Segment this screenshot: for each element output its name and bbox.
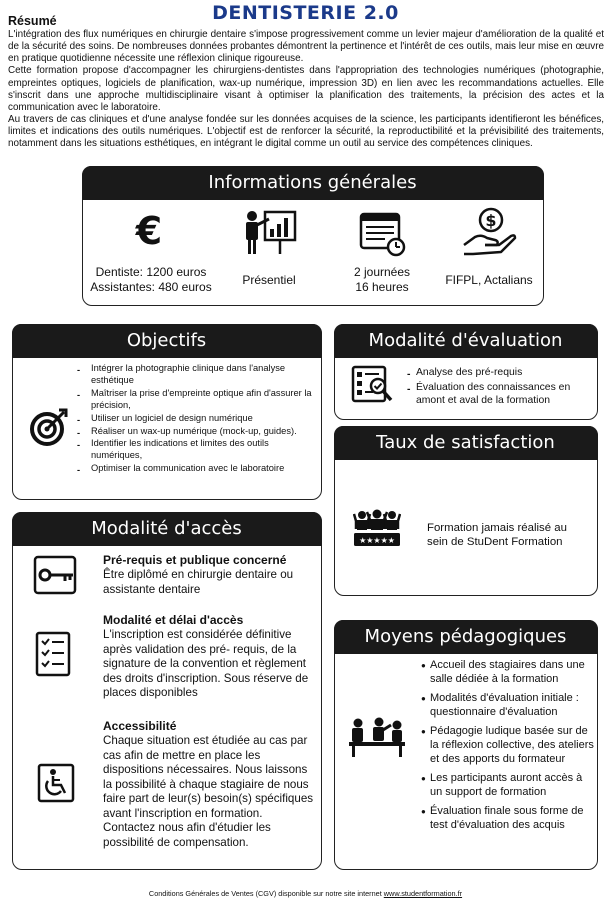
resume-paragraph: L'intégration des flux numériques en chirurgie dentaire s'impose progressivement comme un levier majeur d'amélioration de la qualité et de la sécurité des soins. De nombreuses données probantes démontrent la pertinence et l'intérêt de ces outils, mais leur mise en œuvre en pratique quotidienne nécessite une réflexion clinique rigoureuse. (8, 29, 604, 65)
prerequis-body: Être diplômé en chirurgie dentaire ou assistante dentaire (103, 568, 294, 596)
funding-info (433, 273, 545, 288)
list-item: - Optimiser la communication avec le laboratoire (75, 463, 315, 475)
evaluation-list (405, 366, 595, 409)
euro-icon (131, 211, 167, 256)
acces-heading: Modalité d'accès (12, 512, 322, 546)
evaluation-form-icon (351, 365, 395, 410)
satisfaction-heading: Taux de satisfaction (334, 426, 598, 460)
accessibility-icon (37, 763, 75, 808)
prerequis-title: Pré-requis et publique concerné (103, 553, 287, 567)
list-item: - Analyse des pré-requis (405, 366, 595, 380)
satisfaction-text (427, 521, 567, 549)
svg-text:$: $ (485, 211, 497, 230)
satisfaction-line: Formation jamais réalisé au (427, 522, 567, 534)
presenter-icon (243, 209, 297, 260)
funding-value: FIFPL, Actalians (445, 273, 533, 287)
accessibilite-body: Chaque situation est étudiée au cas par cas afin de mettre en place les dispositions nécessaires. Nous laissons la possibilité à chaque stagiaire de nous faire part de leur(s) besoin(s) spécifiques avant l'inscription en formation. Contactez nous afin d'étudier les possibilité de compensation. (103, 734, 314, 849)
objectifs-heading: Objectifs (12, 324, 322, 358)
footer (0, 889, 611, 898)
website-link[interactable]: www.studentformation.fr (383, 889, 463, 898)
moyens-card (334, 620, 598, 870)
resume-text (8, 29, 604, 151)
objectifs-card (12, 324, 322, 500)
satisfaction-line: sein de StuDent Formation (427, 536, 563, 548)
mode-info (219, 273, 319, 288)
svg-text:€: € (135, 211, 163, 251)
list-item: ● Pédagogie ludique basée sur de la réflexion collective, des ateliers et des apports du formateur (421, 725, 597, 766)
price-info (83, 265, 219, 295)
resume-paragraph: Cette formation propose d'accompagner les chirurgiens-dentistes dans l'appropriation des technologies numériques (photographie, empreintes optiques, logiciels de planification, wax-up numérique, impression 3D) en lien avec les recommandations actuelles. Elle s'inscrit dans une approche multidisciplinaire visant à optimiser la planification des traitements, la précision des actes et la communication avec le laboratoire. (8, 65, 604, 113)
calendar-icon (359, 211, 407, 262)
satisfaction-card (334, 426, 598, 596)
mode-value: Présentiel (242, 273, 296, 287)
list-item: - Maîtriser la prise d'empreinte optique afin d'assurer la précision, (75, 388, 315, 412)
acces-delai-body: L'inscription est considérée définitive après validation des pré- requis, de la signature de la convention et règlement des droits d'inscription. Sous réserve de places disponibles (103, 628, 309, 699)
acces-delai-title: Modalité et délai d'accès (103, 613, 244, 627)
list-item: - Intégrer la photographie clinique dans l'analyse esthétique (75, 363, 315, 387)
footer-text: Conditions Générales de Ventes (CGV) disponible sur notre site internet (148, 889, 382, 898)
list-item: - Utiliser un logiciel de design numérique (75, 413, 315, 425)
evaluation-card (334, 324, 598, 420)
moyens-list (421, 659, 597, 839)
target-icon (29, 407, 69, 452)
meeting-people-icon (349, 717, 405, 762)
acces-card (12, 512, 322, 870)
checklist-icon (35, 631, 73, 682)
info-heading: Informations générales (82, 166, 544, 200)
duration-info (327, 265, 437, 295)
list-item: ● Les participants auront accès à un support de formation (421, 772, 597, 799)
list-item: - Réaliser un wax-up numérique (mock-up, guides). (75, 426, 315, 438)
list-item: - Identifier les indications et limites des outils numériques, (75, 438, 315, 462)
price-dentist: Dentiste: 1200 euros (95, 265, 207, 279)
duration-hours: 16 heures (355, 280, 409, 294)
duration-days: 2 journées (353, 265, 411, 279)
objectifs-list (75, 363, 315, 476)
price-assistant: Assistantes: 480 euros (90, 280, 212, 294)
list-item: ● Évaluation finale sous forme de test d'évaluation des acquis (421, 805, 597, 832)
list-item: ● Accueil des stagiaires dans une salle dédiée à la formation (421, 659, 597, 686)
funding-hand-icon (461, 207, 517, 262)
list-item: ● Modalités d'évaluation initiale : questionnaire d'évaluation (421, 692, 597, 719)
page-title: DENTISTERIE 2.0 (212, 2, 399, 24)
moyens-heading: Moyens pédagogiques (334, 620, 598, 654)
svg-text:★★★★★: ★★★★★ (359, 536, 395, 545)
resume-paragraph: Au travers de cas cliniques et d'une analyse fondée sur les données acquises de la science, les participants identifieront les bénéfices, limites et indications des outils numériques. L'objectif est de renforcer la sécurité, la reproductibilité et la prévisibilité des traitements, notamment dans les situations esthétiques, en intégrant le digital comme un outil au service des compétences cliniques. (8, 114, 604, 150)
info-card (82, 166, 544, 306)
accessibilite-title: Accessibilité (103, 719, 177, 733)
resume-heading: Résumé (8, 14, 57, 28)
key-icon (33, 555, 79, 600)
satisfaction-rating-icon (353, 509, 401, 554)
evaluation-heading: Modalité d'évaluation (334, 324, 598, 358)
list-item: - Évaluation des connaissances en amont et aval de la formation (405, 381, 595, 408)
